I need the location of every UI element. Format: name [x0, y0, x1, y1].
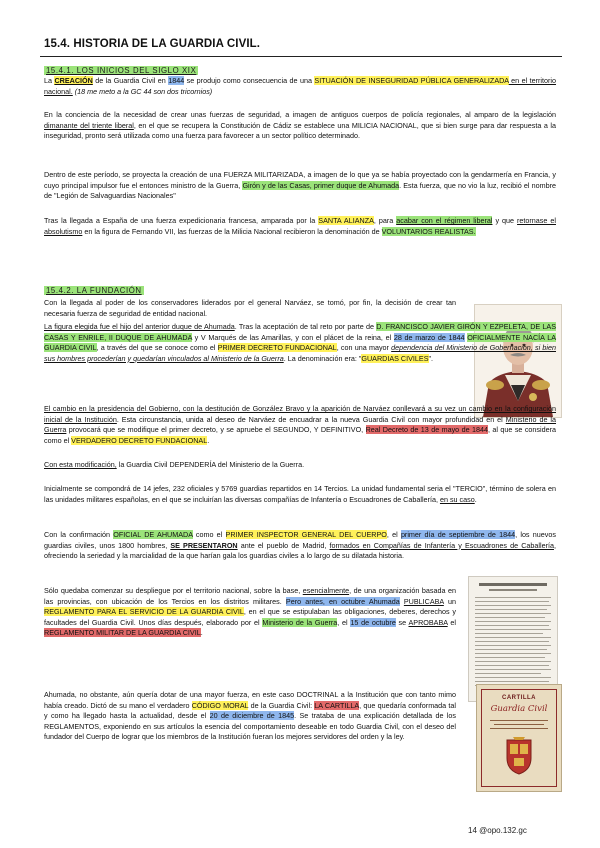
- text-run: , con una mayor: [336, 343, 392, 353]
- underline-aprobaba: APROBABA: [408, 617, 448, 627]
- paragraph-creation: [44, 76, 556, 97]
- text-run: y V Marqués de las Amarillas, y con el plácet de la reina, el: [191, 332, 394, 342]
- text-run: .: [200, 628, 203, 638]
- underline-dependencia: dependencia del Ministerio de Gobernación, si bien sus hombres procederían y quedarían vinculados al Ministerio de la Guerra: [44, 343, 556, 363]
- text-run: .: [474, 494, 477, 504]
- highlight-guardias-civiles: GUARDIAS CIVILES: [361, 353, 429, 363]
- underline-absolutismo: retornase el absolutismo: [44, 216, 556, 236]
- highlight-regimen-liberal: acabar con el régimen liberal: [396, 216, 493, 225]
- text-run: En la conciencia de la necesidad de crear unas fuerzas de seguridad, a imagen de antiguos cuerpos de policía regionales, al amparo de la legislación: [44, 110, 556, 119]
- text-run: . Esta fuerza, que no vio la luz, recibió el nombre de "Legión de Salvaguardias Nacionales": [44, 180, 556, 201]
- paragraph-confirmacion: [44, 530, 556, 562]
- cartilla-cover-title: CARTILLA: [502, 695, 536, 701]
- text-run: en la figura de Fernando VII, las fuerzas de la Milicia Nacional recibieron la denominación de: [82, 226, 382, 236]
- text-run: provocará que se modifique el primer decreto, y se apruebe el SEGUNDO, Y DEFINITIVO,: [66, 425, 366, 435]
- underline-se-presentaron: SE PRESENTARON: [170, 540, 238, 550]
- text-run: , el: [337, 617, 351, 627]
- highlight-verdadero-decreto: VERDADERO DECRETO FUNDACIONAL: [71, 435, 208, 445]
- text-run: Inicialmente se compondrá de 14 jefes, 232 oficiales y 5769 guardias repartidos en 14 Tercios. La unidad fundamental seria el "TERCIO", término de solera en las unidades militares españolas, en el que se incluirían las diversas compañías de Infantería o Escuadrones de Caballería,: [44, 484, 556, 504]
- highlight-oficialmente: OFICIALMENTE NACÍA LA GUARDIA CIVIL: [44, 332, 557, 353]
- highlight-inseguridad: SITUACIÓN DE INSEGURIDAD PÚBLICA GENERALIZADA: [314, 76, 509, 85]
- text-run: un: [443, 596, 456, 606]
- page-footer: 14 @opo.132.gc: [468, 826, 527, 835]
- text-run: en el territorio nacional.: [44, 76, 557, 96]
- highlight-septiembre-1844: primer día de septiembre de 1844: [400, 530, 516, 539]
- paragraph-fuerza-militarizada: [44, 170, 556, 202]
- text-run: y que: [492, 216, 518, 225]
- text-run: . Se trataba de una explicación detallada de los REGLAMENTOS, exponiendo en sus artículos la esencia del comportamiento deseable en todo Guardia Civil, con el deseo del fundador del Cuerpo de lograr que los miembros de la Institución fueran los mejores servidores del orden y la ley.: [44, 711, 456, 742]
- highlight-giron: Girón y de las Casas, primer duque de Ahumada: [242, 180, 400, 190]
- paragraph-santa-alianza: [44, 216, 556, 237]
- highlight-oficial-ahumada: OFICIAL DE AHUMADA: [113, 530, 193, 539]
- paragraph-modificacion: [44, 460, 556, 471]
- text-run: se produjo como consecuencia de una: [184, 76, 315, 85]
- highlight-voluntarios-realistas: VOLUNTARIOS REALISTAS.: [381, 226, 476, 236]
- paragraph-narvaez: Con la llegada al poder de los conservadores liderados por el general Narváez, se tomó, por fin, la decisión de crear tan necesaria fuerza de seguridad de entidad nacional.: [44, 298, 456, 318]
- highlight-1844: 1844: [168, 76, 185, 85]
- underline-publicaba: PUBLICABA: [403, 596, 444, 606]
- cartilla-cover-line: [494, 724, 544, 725]
- text-run: de la Guardia Civil en: [92, 76, 169, 85]
- text-run: .: [207, 435, 210, 445]
- text-run: La: [44, 76, 55, 85]
- highlight-reglamento-servicio: REGLAMENTO PARA EL SERVICIO DE LA GUARDIA CIVIL: [44, 607, 244, 617]
- highlight-reglamento-militar: REGLAMENTO MILITAR DE LA GUARDIA CIVIL: [44, 628, 201, 638]
- coat-of-arms-icon: [504, 736, 534, 776]
- highlight-primer-decreto: PRIMER DECRETO FUNDACIONAL: [217, 343, 337, 353]
- text-run: ".: [428, 353, 434, 363]
- text-run: , en el que se recupera la Constitución de Cádiz se establece una MILICIA NACIONAL, que si bien surge para dar respuesta a la inseguridad, pronto será utilizada como una fuerza para favorecer a un sector político determinado.: [44, 120, 556, 141]
- text-run: , que quedaría conformada tal y como ha llegado hasta la actualidad, desde el: [44, 700, 456, 721]
- paragraph-cambio-presidencia: [44, 404, 556, 446]
- highlight-octubre-ahumada: Pero antes, en octubre Ahumada: [285, 596, 400, 606]
- text-run: . Tras la aceptación de tal reto por parte de: [234, 322, 377, 331]
- highlight-ministerio-guerra: Ministerio de la Guerra: [262, 617, 338, 627]
- highlight-francisco-javier: D. FRANCISCO JAVIER GIRÓN Y EZPELETA, DE LAS CASAS Y ENRILE, II DUQUE DE AHUMADA: [44, 322, 557, 342]
- highlight-15-octubre: 15 de octubre: [350, 617, 396, 627]
- highlight-primer-inspector: PRIMER INSPECTOR GENERAL DEL CUERPO: [225, 530, 387, 539]
- underline-en-su-caso: en su caso: [439, 494, 475, 504]
- cartilla-cover-line: [490, 728, 548, 729]
- text-run: como el: [192, 530, 226, 539]
- text-run: , para: [373, 216, 397, 225]
- paragraph-cartilla: [44, 690, 456, 743]
- underline-modificacion: Con esta modificación,: [44, 460, 117, 469]
- title-bar: [40, 36, 562, 57]
- cartilla-frame: [481, 689, 557, 787]
- text-run: ante el pueblo de Madrid,: [237, 540, 330, 550]
- underline-trienio: dimanante del triente liberal: [44, 120, 134, 130]
- section-heading-fundacion: 15.4.2. LA FUNDACIÓN: [46, 286, 142, 295]
- cartilla-guardia-civil-cover-icon: [476, 684, 562, 792]
- mnemonic-note: (18 me meto a la GC 44 son dos tricornios): [72, 86, 213, 96]
- text-run: Sólo quedaba comenzar su despliegue por el territorio nacional, sobre la base,: [44, 586, 303, 595]
- text-run: se: [395, 617, 409, 627]
- text-run: , los nuevos guardias civiles, unos 1800 hombres,: [44, 530, 556, 550]
- highlight-creacion: CREACIÓN: [54, 76, 93, 85]
- text-run: , en el que se estipulaban las obligaciones, deberes, derechos y facultades del Guardia Civil. Unos días después, elaborado por el: [44, 607, 456, 627]
- text-run: , el: [386, 530, 401, 539]
- text-run: la Guardia Civil DEPENDERÍA del Ministerio de la Guerra.: [116, 460, 305, 469]
- underline-figura: La figura elegida fue el hijo del anterior duque de Ahumada: [44, 322, 235, 331]
- text-run: de la Guardia Civil:: [248, 700, 315, 710]
- paragraph-composicion: [44, 484, 556, 505]
- underline-formados: formados en Compañías de Infantería y Escuadrones de Caballería: [329, 540, 554, 550]
- text-run: Ahumada, no obstante, aún quería dotar de una mayor fuerza, en este caso DOCTRINAL a la Institución que con tanto mimo había creado. Dictó de su mano el verdadero: [44, 690, 456, 710]
- page-title: 15.4. HISTORIA DE LA GUARDIA CIVIL.: [44, 38, 261, 50]
- text-run: Tras la llegada a España de una fuerza expedicionaria francesa, amparada por la: [44, 216, 319, 225]
- underline-cambio: El cambio en la presidencia del Gobierno, con la destitución de González Bravo y la aparición de Narváez conllevará a su vez un cambio en la configuración inicial de la Institución: [44, 404, 556, 424]
- underline-ministerio-guerra: Ministerio de la Guerra: [44, 414, 557, 435]
- text-run: Dentro de este período, se proyecta la creación de una FUERZA MILITARIZADA, a imagen de lo que ya se había proyectado con la gendarmería en Francia, y cuyo principal impulsor fue el entonces ministro de la Guerra,: [44, 170, 556, 190]
- text-run: , al que se considera como el: [44, 425, 556, 445]
- text-run: , ofreciendo la seriedad y la marcialidad de la que harían gala los guardias civiles a lo largo de su dilatada historia.: [44, 540, 556, 561]
- highlight-28-marzo: 28 de marzo de 1844: [393, 332, 465, 342]
- section-heading-inicios: 15.4.1. LOS INICIOS DEL SIGLO XIX: [46, 66, 197, 75]
- decree-drawing: [469, 577, 557, 701]
- paragraph-despliegue: [44, 586, 456, 639]
- underline-esencialmente: esencialmente: [302, 586, 350, 595]
- highlight-real-decreto: Real Decreto de 13 de mayo de 1844: [365, 425, 488, 435]
- highlight-la-cartilla: LA CARTILLA: [314, 700, 360, 710]
- highlight-codigo-moral: CÓDIGO MORAL: [191, 700, 249, 710]
- highlight-20-diciembre: 20 de diciembre de 1845: [209, 711, 295, 721]
- highlight-santa-alianza: SANTA ALIANZA: [318, 216, 374, 225]
- text-run: , de una organización basada en las provincias, con ubicación de los Tercios en los distritos militares.: [44, 586, 456, 606]
- text-run: . Esta circunstancia, unida al deseo de Narváez de encuadrar a la nueva Guardia Civil con mayor profundidad en el: [116, 414, 506, 424]
- paragraph-figura-elegida: [44, 322, 556, 364]
- cartilla-cover-subtitle: Guardia Civil: [490, 704, 548, 714]
- cartilla-cover-line: [490, 720, 548, 721]
- text-run: . La denominación era: ": [283, 353, 362, 363]
- text-run: Con la confirmación: [44, 530, 114, 539]
- text-run: , a través del que se conoce como el: [96, 343, 218, 353]
- text-run: el: [447, 617, 456, 627]
- paragraph-milicia: [44, 110, 556, 142]
